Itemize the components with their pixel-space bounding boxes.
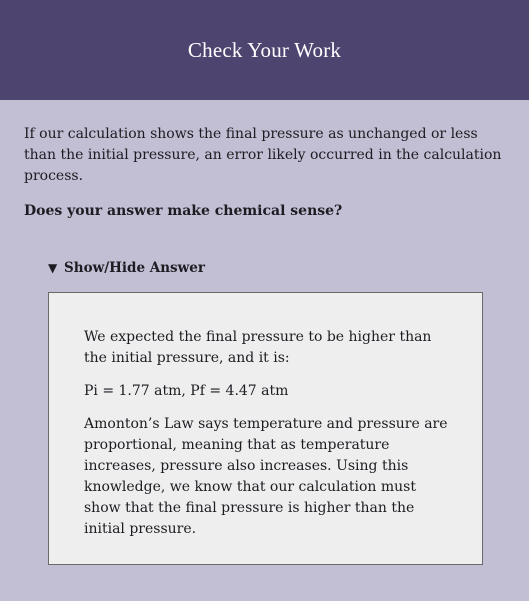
answer-paragraph-2: Pi = 1.77 atm, Pf = 4.47 atm [84, 383, 289, 399]
answer-paragraph-1: We expected the final pressure to be higher than the initial pressure, and it is: [84, 329, 432, 366]
answer-details [48, 258, 505, 565]
show-hide-answer-toggle[interactable] [48, 258, 505, 278]
toggle-label: Show/Hide Answer [64, 260, 205, 276]
question-heading: Does your answer make chemical sense? [24, 203, 343, 219]
answer-box [48, 292, 483, 565]
page-title: Check Your Work [187, 37, 342, 62]
triangle-down-icon: ▼ [48, 261, 58, 275]
intro-text: If our calculation shows the final pressure as unchanged or less than the initial pressure, an error likely occurred in the calculation process. [24, 126, 502, 184]
answer-paragraph-3: Amonton’s Law says temperature and pressure are proportional, meaning that as temperature increases, pressure also increases. Using this knowledge, we know that our calculation must show that the final pressure is higher than the initial pressure. [84, 416, 448, 537]
main-content [0, 100, 529, 565]
page-header [0, 0, 529, 100]
